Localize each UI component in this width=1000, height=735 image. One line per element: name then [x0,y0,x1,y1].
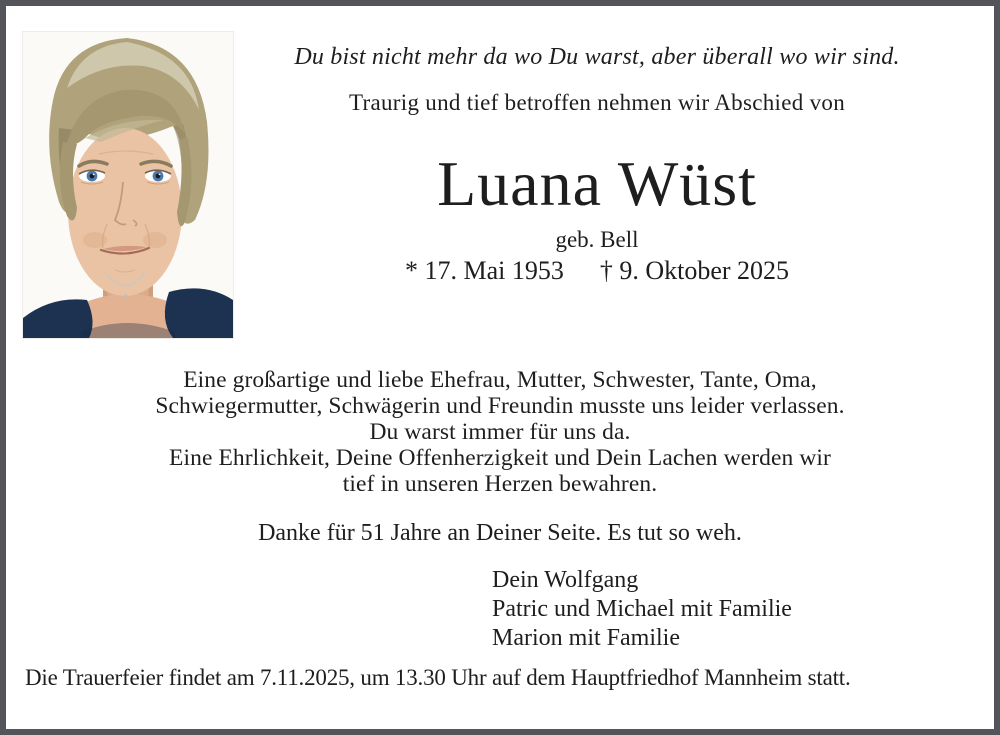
signature-line: Dein Wolfgang [492,567,639,593]
body-line: Eine großartige und liebe Ehefrau, Mutter, Schwester, Tante, Oma, [183,367,817,393]
obituary-body [6,367,994,497]
body-line: Schwiegermutter, Schwägerin und Freundin musste uns leider verlassen. [155,393,845,419]
death-date: † 9. Oktober 2025 [599,256,790,285]
body-line: Eine Ehrlichkeit, Deine Offenherzigkeit und Dein Lachen werden wir [169,445,831,471]
signature-line: Patric und Michael mit Familie [492,596,792,622]
portrait-photo-illustration [23,32,233,338]
memorial-quote: Du bist nicht mehr da wo Du warst, aber überall wo wir sind. [294,44,900,70]
signature-list [492,566,792,653]
birth-date: * 17. Mai 1953 [404,256,564,285]
maiden-name: geb. Bell [555,227,639,252]
portrait-photo [23,32,233,338]
deceased-name: Luana Wüst [437,148,757,219]
body-line: Du warst immer für uns da. [369,419,631,445]
life-dates [240,256,954,286]
signature-line: Marion mit Familie [492,625,680,651]
funeral-info: Die Trauerfeier findet am 7.11.2025, um 13.30 Uhr auf dem Hauptfriedhof Mannheim statt. [25,665,851,690]
body-line: tief in unseren Herzen bewahren. [342,471,658,497]
thanks-line: Danke für 51 Jahre an Deiner Seite. Es tut so weh. [258,520,742,546]
farewell-intro: Traurig und tief betroffen nehmen wir Abschied von [349,90,845,115]
